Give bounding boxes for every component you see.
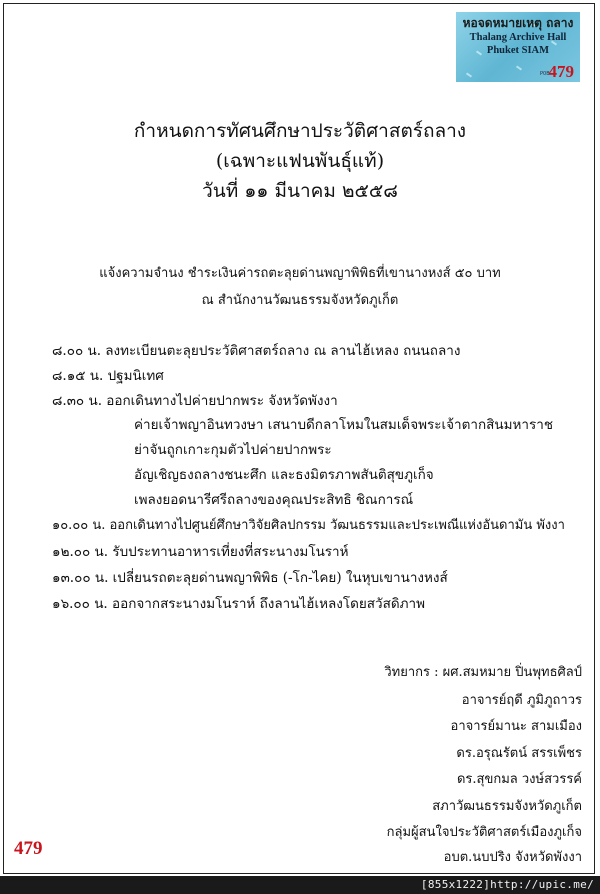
schedule-sub-item: เพลงยอดนารีศรีถลางของคุณประสิทธิ ชิณการณ์ — [134, 492, 414, 508]
speaker-line: อาจารย์มานะ สามเมือง — [450, 719, 582, 734]
speaker-line: สภาวัฒนธรรมจังหวัดภูเก็ต — [432, 799, 582, 814]
stamp-english-line2: Phuket SIAM — [486, 45, 550, 56]
page-title: กำหนดการทัศนศึกษาประวัติศาสตร์ถลาง — [133, 120, 467, 142]
schedule-sub-item: อัญเชิญธงถลางชนะศึก และธงมิตรภาพสันติสุขภูเก็จ — [134, 467, 434, 483]
footer-url: [855x1222]http://upic.me/ — [420, 878, 594, 891]
speaker-line: อบต.นบปริง จังหวัดพังงา — [443, 850, 582, 865]
schedule-item: ๑๒.๐๐ น. รับประทานอาหารเที่ยงที่สระนางมโนราห์ — [52, 544, 349, 560]
notice-line-1: แจ้งความจำนง ชำระเงินค่ารถตะลุยด่านพญาพิพิธที่เขานางหงส์ ๕๐ บาท — [99, 266, 501, 281]
image-host-footer — [0, 876, 600, 894]
speaker-line: กลุ่มผู้สนใจประวัติศาสตร์เมืองภูเก็จ — [386, 825, 582, 840]
speaker-line: อาจารย์ฤดี ภูมิภูถาวร — [461, 693, 582, 708]
stamp-code: P0B — [540, 71, 550, 77]
page-subtitle: (เฉพาะแฟนพันธุ์แท้) — [215, 150, 385, 172]
archive-stamp — [456, 12, 580, 82]
schedule-item: ๘.๐๐ น. ลงทะเบียนตะลุยประวัติศาสตร์ถลาง ณ ลานไฮ้เหลง ถนนถลาง — [52, 343, 461, 359]
stamp-english-line1: Thalang Archive Hall — [469, 32, 567, 43]
schedule-item: ๑๓.๐๐ น. เปลี่ยนรถตะลุยด่านพญาพิพิธ (-โก-ไคย) ในหุบเขานางหงส์ — [52, 570, 448, 586]
event-date: วันที่ ๑๑ มีนาคม ๒๕๕๘ — [202, 180, 398, 202]
speaker-line: ดร.อรุณรัตน์ สรรเพ็ชร — [456, 746, 582, 761]
stamp-number: 479 — [548, 62, 574, 81]
speaker-line: ดร.สุขกมล วงษ์สวรรค์ — [456, 772, 582, 787]
schedule-item: ๑๐.๐๐ น. ออกเดินทางไปศูนย์ศึกษาวิจัยศิลปกรรม วัฒนธรรมและประเพณีแห่งอันดามัน พังงา — [52, 518, 565, 533]
schedule-sub-item: ค่ายเจ้าพญาอินทวงษา เสนาบดีกลาโหมในสมเด็จพระเจ้าตากสินมหาราช — [134, 417, 553, 433]
schedule-sub-item: ย่าจันถูกเกาะกุมตัวไปค่ายปากพระ — [134, 442, 332, 458]
schedule-item: ๘.๓๐ น. ออกเดินทางไปค่ายปากพระ จังหวัดพังงา — [52, 393, 338, 409]
speaker-line: วิทยากร : ผศ.สมหมาย ปิ่นพุทธศิลป์ — [384, 665, 582, 680]
schedule-item: ๑๖.๐๐ น. ออกจากสระนางมโนราห์ ถึงลานไฮ้เหลงโดยสวัสดิภาพ — [52, 596, 425, 612]
page-number: 479 — [14, 838, 43, 859]
notice-line-2: ณ สำนักงานวัฒนธรรมจังหวัดภูเก็ต — [201, 293, 399, 308]
stamp-thai-text: หอจดหมายเหตุ ถลาง — [462, 16, 574, 30]
schedule-item: ๘.๑๕ น. ปฐมนิเทศ — [52, 368, 164, 384]
